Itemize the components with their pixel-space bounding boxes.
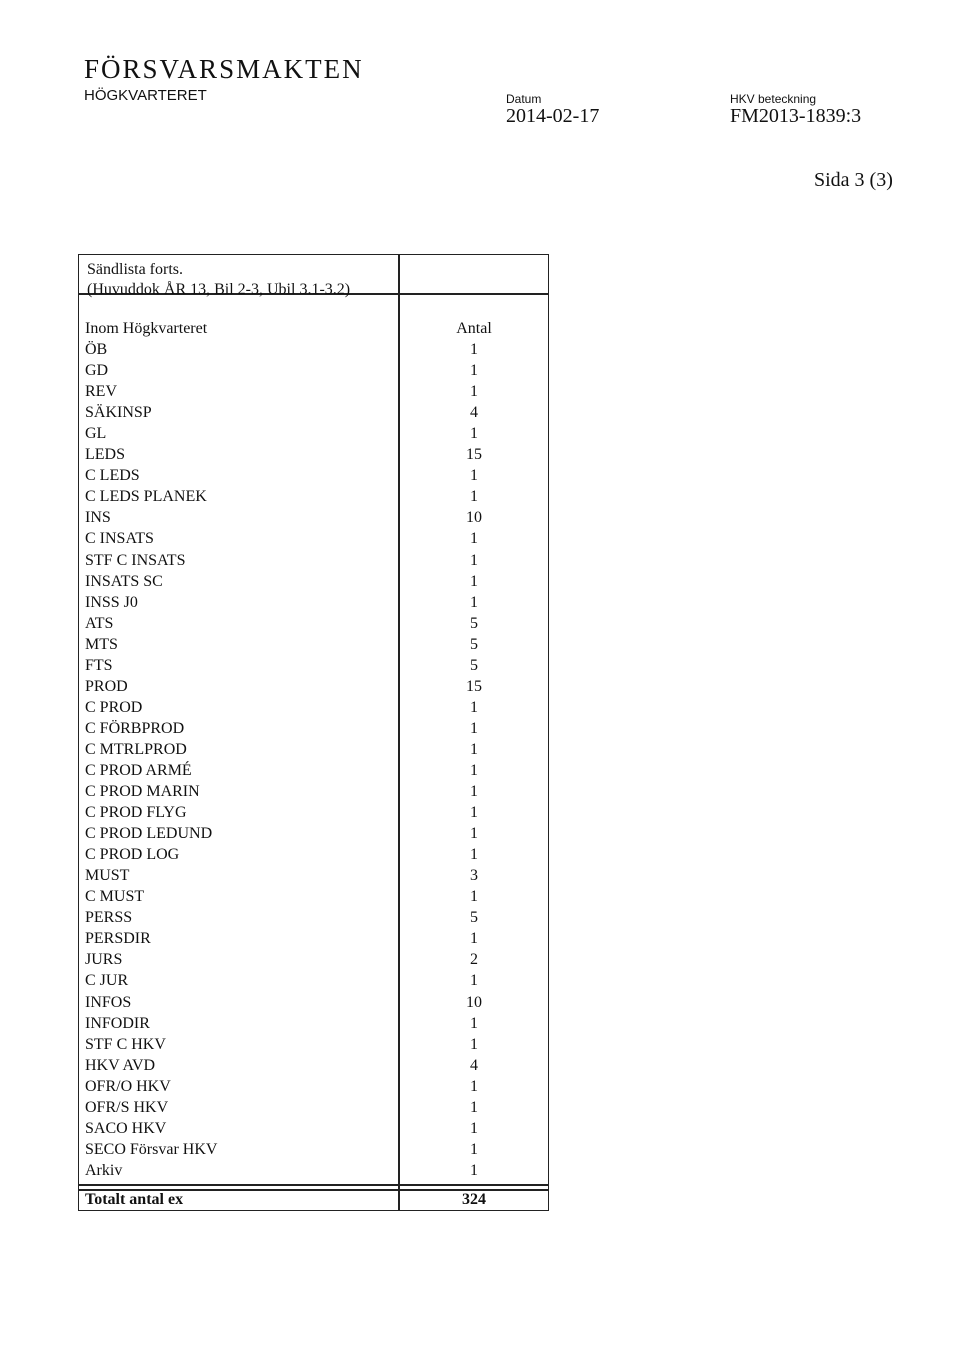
date-value: 2014-02-17: [506, 105, 600, 127]
recipient-count: 1: [470, 740, 478, 758]
recipient-count: 5: [470, 614, 478, 632]
recipient-count: 1: [470, 341, 478, 359]
recipient-count: 1: [470, 930, 478, 948]
recipient-name: C PROD ARMÉ: [85, 761, 192, 779]
reference-label: HKV beteckning: [730, 92, 817, 106]
recipient-count: 1: [470, 467, 478, 485]
recipient-name: MUST: [85, 867, 130, 885]
recipient-name: PERSS: [85, 909, 133, 927]
recipient-count: 1: [470, 488, 478, 506]
page-number: Sida 3 (3): [814, 169, 893, 191]
recipient-count: 1: [470, 383, 478, 401]
recipient-count: 1: [470, 425, 478, 443]
recipient-count: 1: [470, 698, 478, 716]
recipient-count: 5: [470, 656, 478, 674]
recipient-name: GL: [85, 425, 107, 443]
recipient-name: STF C INSATS: [85, 551, 186, 569]
recipient-name: C LEDS PLANEK: [85, 488, 207, 506]
recipient-name: INS: [85, 509, 111, 527]
recipient-name: OFR/S HKV: [85, 1098, 169, 1116]
table-intro: [87, 260, 350, 300]
recipient-name: C MUST: [85, 888, 145, 906]
recipient-count: 1: [470, 825, 478, 843]
recipient-count: 1: [470, 1140, 478, 1158]
org-name: FÖRSVARSMAKTEN: [84, 54, 364, 84]
recipient-name: LEDS: [85, 446, 125, 464]
count-column: [400, 318, 548, 1181]
date-label: Datum: [506, 92, 542, 106]
recipient-name: ATS: [85, 614, 114, 632]
recipient-count: 10: [466, 993, 482, 1011]
recipient-name: STF C HKV: [85, 1035, 166, 1053]
recipient-name: MTS: [85, 635, 118, 653]
recipient-count: 1: [470, 572, 478, 590]
recipient-count: 1: [470, 1014, 478, 1032]
recipient-count: 15: [466, 677, 482, 695]
recipient-count: 1: [470, 530, 478, 548]
recipient-count: 1: [470, 1077, 478, 1095]
recipient-name: C PROD LEDUND: [85, 825, 213, 843]
recipient-name: INFODIR: [85, 1014, 150, 1032]
recipient-count: 1: [470, 719, 478, 737]
recipient-count: 1: [470, 804, 478, 822]
recipient-name: C LEDS: [85, 467, 140, 485]
recipient-count: 1: [470, 593, 478, 611]
recipient-count: 1: [470, 1161, 478, 1179]
recipient-name: SECO Försvar HKV: [85, 1140, 218, 1158]
recipient-name: C INSATS: [85, 530, 154, 548]
recipient-count: 1: [470, 362, 478, 380]
recipient-count: 3: [470, 867, 478, 885]
recipient-count: 15: [466, 446, 482, 464]
recipient-count: 1: [470, 1119, 478, 1137]
recipient-name: INSATS SC: [85, 572, 163, 590]
recipient-count: 10: [466, 509, 482, 527]
recipient-count: 4: [470, 1056, 478, 1074]
recipient-count: 5: [470, 909, 478, 927]
intro-title: Sändlista forts.: [87, 261, 183, 278]
column-header-count: Antal: [456, 320, 492, 337]
recipient-name: INFOS: [85, 993, 132, 1011]
recipient-count: 2: [470, 951, 478, 969]
recipient-name: SÄKINSP: [85, 404, 152, 422]
recipient-name: C PROD LOG: [85, 846, 180, 864]
recipient-count: 4: [470, 404, 478, 422]
recipient-name: PROD: [85, 677, 128, 695]
org-subtitle: HÖGKVARTERET: [84, 87, 207, 104]
recipient-column: [85, 318, 395, 1181]
recipient-count: 1: [470, 888, 478, 906]
recipient-name: SACO HKV: [85, 1119, 167, 1137]
recipient-name: OFR/O HKV: [85, 1077, 171, 1095]
intro-reference: (Huvuddok ÅR 13, Bil 2-3, Ubil 3.1-3.2): [87, 281, 351, 298]
total-label: Totalt antal ex: [85, 1191, 184, 1208]
recipient-count: 1: [470, 783, 478, 801]
recipient-name: REV: [85, 383, 117, 401]
recipient-name: PERSDIR: [85, 930, 151, 948]
reference-value: FM2013-1839:3: [730, 105, 862, 127]
recipient-name: ÖB: [85, 341, 108, 359]
recipient-name: C PROD FLYG: [85, 804, 187, 822]
total-value: 324: [462, 1191, 486, 1208]
recipient-name: Arkiv: [85, 1161, 123, 1179]
total-divider: [79, 1184, 548, 1186]
recipient-name: FTS: [85, 656, 113, 674]
recipient-name: C PROD: [85, 698, 143, 716]
recipient-name: C FÖRBPROD: [85, 719, 185, 737]
recipient-name: HKV AVD: [85, 1056, 156, 1074]
distribution-table: [78, 254, 549, 1211]
recipient-name: GD: [85, 362, 109, 380]
recipient-count: 1: [470, 1035, 478, 1053]
column-header-recipient: Inom Högkvarteret: [85, 320, 208, 337]
recipient-count: 1: [470, 1098, 478, 1116]
recipient-name: INSS J0: [85, 593, 138, 611]
recipient-name: C MTRLPROD: [85, 740, 187, 758]
recipient-name: C JUR: [85, 972, 129, 990]
recipient-count: 1: [470, 846, 478, 864]
recipient-count: 1: [470, 761, 478, 779]
recipient-count: 1: [470, 551, 478, 569]
recipient-name: JURS: [85, 951, 123, 969]
recipient-count: 1: [470, 972, 478, 990]
recipient-count: 5: [470, 635, 478, 653]
recipient-name: C PROD MARIN: [85, 783, 200, 801]
